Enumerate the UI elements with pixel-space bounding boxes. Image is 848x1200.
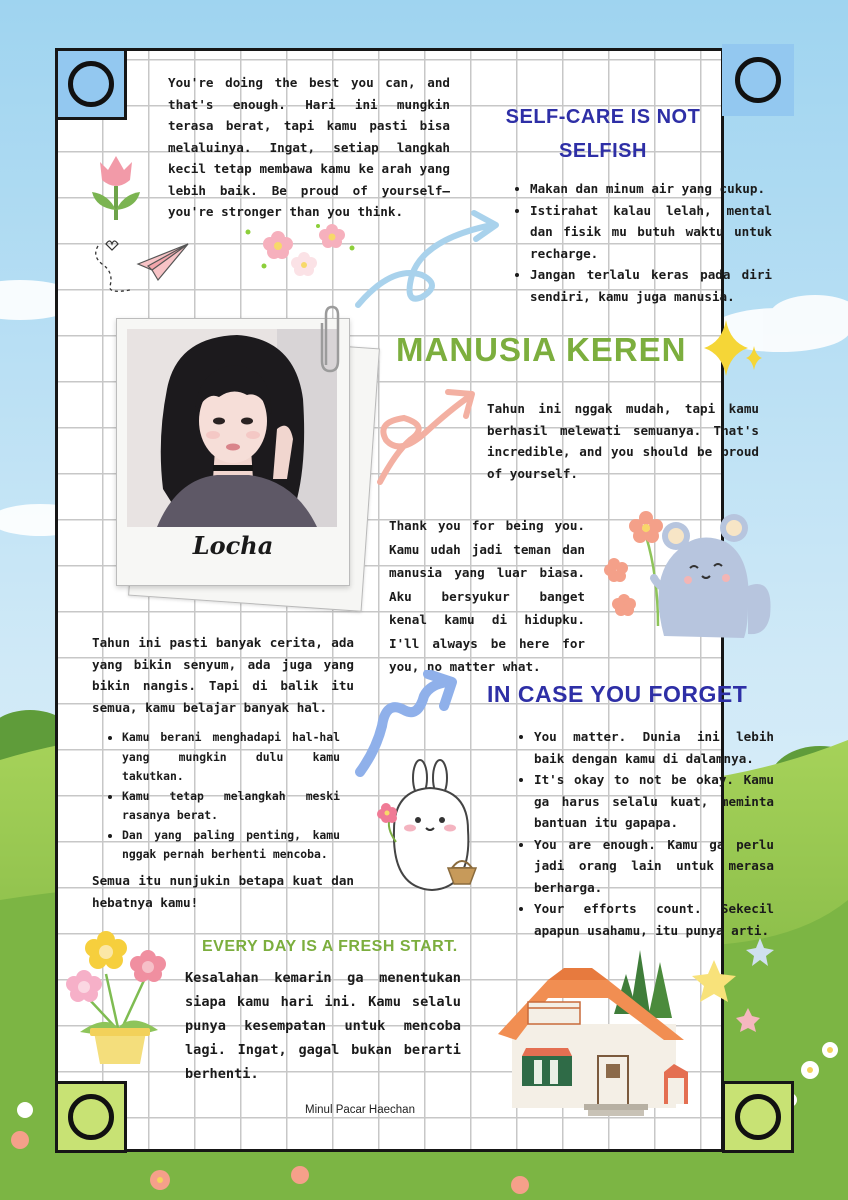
bunny-icon xyxy=(372,758,484,898)
house-icon xyxy=(488,944,698,1124)
story-list xyxy=(104,728,340,865)
self-care-title xyxy=(503,100,703,168)
story-closing: Semua itu nunjukin betapa kuat dan hebatnya kamu! xyxy=(92,873,354,910)
list-item: • Istirahat kalau lelah, mental dan fisik mu butuh waktu untuk recharge. xyxy=(530,200,772,265)
intro-paragraph: You're doing the best you can, and that's enough. Hari ini mungkin terasa berat, tapi kamu pasti bisa melaluinya. Ingat, setiap langkah kecil tetap membawa kamu ke arah yang lebih baik. Be proud of yourself—you're stronger than you think. xyxy=(168,75,450,219)
fresh-start-title: EVERY DAY IS A FRESH START. xyxy=(202,938,458,955)
manusia-keren-paragraph: Tahun ini nggak mudah, tapi kamu berhasil melewati semuanya. That's incredible, and you should be proud of yourself. xyxy=(487,401,759,481)
ring-icon xyxy=(68,61,114,107)
in-case-title: IN CASE YOU FORGET xyxy=(487,681,748,707)
corner-top-right xyxy=(722,44,794,116)
in-case-list xyxy=(516,726,774,941)
pink-arrow-icon xyxy=(370,382,480,492)
footer-credit: Minul Pacar Haechan xyxy=(305,1104,415,1116)
thank-you-paragraph: Thank you for being you. Kamu udah jadi teman dan manusia yang luar biasa. Aku bersyukur banget kenal kamu di hidupku. I'll always be here for you, no matter what. xyxy=(389,518,585,674)
list-item: • Jangan terlalu keras pada diri sendiri, kamu juga manusia. xyxy=(530,264,772,307)
ring-icon xyxy=(735,57,781,103)
ring-icon xyxy=(68,1094,114,1140)
ring-icon xyxy=(735,1094,781,1140)
corner-bottom-right xyxy=(722,1081,794,1153)
fresh-start-paragraph: Kesalahan kemarin ga menentukan siapa kamu hari ini. Kamu selalu punya kesempatan untuk mencoba lagi. Ingat, gagal bukan berarti berhenti. xyxy=(185,970,461,1082)
stars-icon xyxy=(690,930,780,1040)
sparkle-icon xyxy=(700,316,764,380)
polaroid-caption: Locha xyxy=(192,531,274,560)
squiggle-arrow-icon xyxy=(352,205,502,315)
flower-pot-icon xyxy=(66,928,174,1068)
portrait-photo xyxy=(127,329,337,527)
tulip-icon xyxy=(86,150,146,222)
flowers-icon xyxy=(242,218,370,280)
list-item: • Kamu tetap melangkah meski rasanya berat. xyxy=(122,787,340,826)
list-item: • Kamu berani menghadapi hal-hal yang mungkin dulu kamu takutkan. xyxy=(122,728,340,787)
list-item: • Dan yang paling penting, kamu nggak pernah berhenti mencoba. xyxy=(122,826,340,865)
self-care-title-line1: SELF-CARE IS NOT xyxy=(505,106,701,128)
self-care-list xyxy=(512,178,772,307)
list-item: • Your efforts count. Sekecil apapun usahamu, itu punya arti. xyxy=(534,898,774,941)
self-care-title-line2: SELFISH xyxy=(559,140,647,162)
list-item: • You matter. Dunia ini lebih baik dengan kamu di dalamnya. xyxy=(534,726,774,769)
story-paragraph: Tahun ini pasti banyak cerita, ada yang bikin senyum, ada juga yang bikin nangis. Tapi di balik itu semua, kamu belajar banyak hal. xyxy=(92,635,354,715)
paperclip-icon xyxy=(318,305,342,375)
list-item: • Makan dan minum air yang cukup. xyxy=(530,178,772,200)
polaroid-photo xyxy=(116,318,350,586)
paper-plane-icon xyxy=(92,236,192,302)
mouse-icon xyxy=(598,506,778,640)
list-item: • It's okay to not be okay. Kamu ga harus selalu kuat, meminta bantuan itu gapapa. xyxy=(534,769,774,834)
manusia-keren-title: MANUSIA KEREN xyxy=(396,331,687,368)
corner-top-left xyxy=(55,48,127,120)
corner-bottom-left xyxy=(55,1081,127,1153)
list-item: • You are enough. Kamu ga perlu jadi orang lain untuk merasa berharga. xyxy=(534,834,774,899)
